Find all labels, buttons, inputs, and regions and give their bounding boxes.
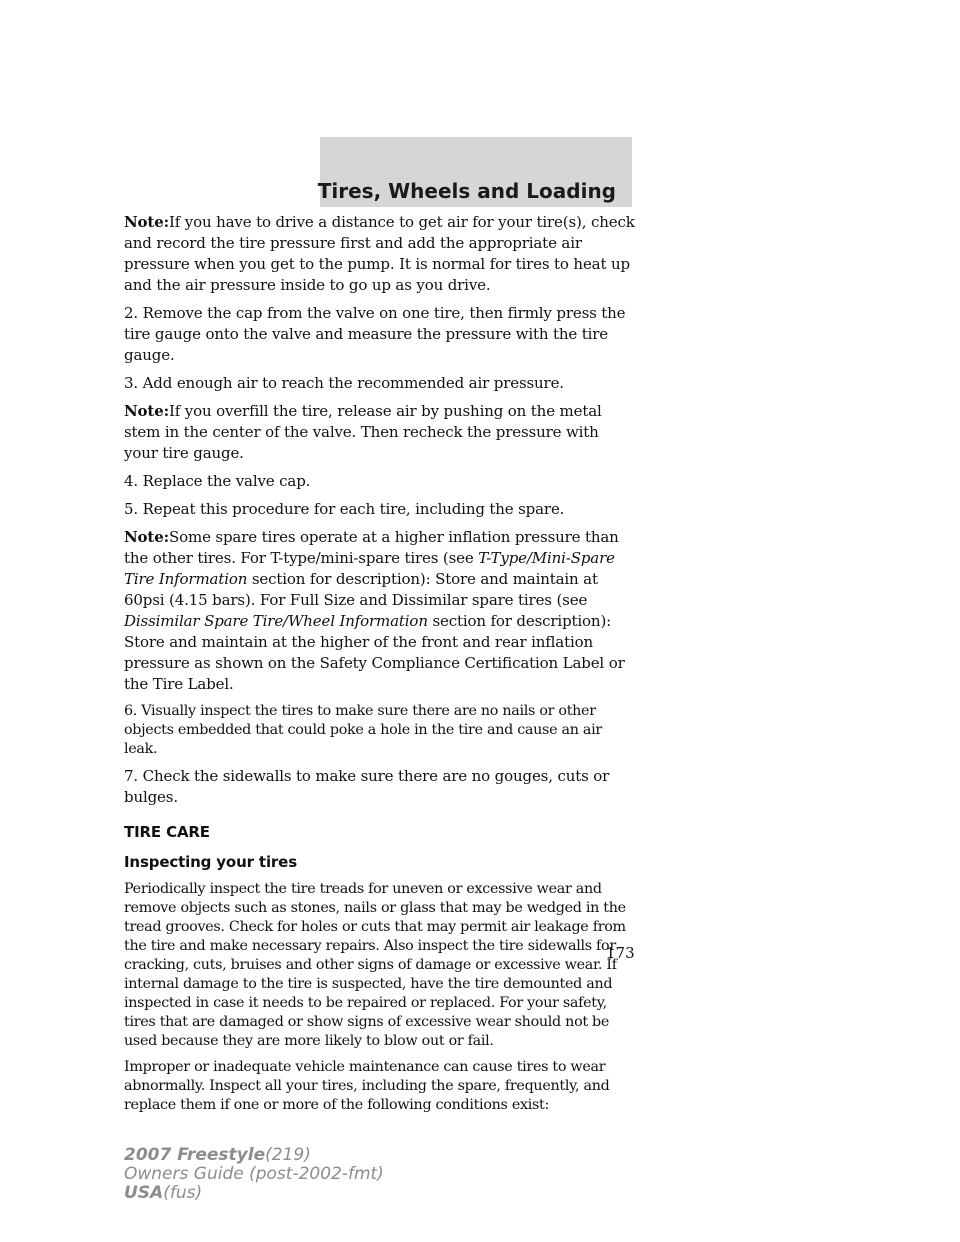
note-paragraph <box>124 527 636 695</box>
footer-code: (fus) <box>163 1183 203 1203</box>
footer-model: 2007 Freestyle <box>124 1145 266 1165</box>
section-reference: Dissimilar Spare Tire/Wheel Information <box>124 612 428 630</box>
note-label: Note: <box>124 528 169 546</box>
step-3: 3. Add enough air to reach the recommended air pressure. <box>124 374 564 392</box>
header-band <box>317 137 632 207</box>
subsection-heading: Inspecting your tires <box>124 853 297 871</box>
note-paragraph <box>124 212 636 296</box>
section-heading: TIRE CARE <box>124 823 210 841</box>
step-5: 5. Repeat this procedure for each tire, including the spare. <box>124 500 565 518</box>
footer-line <box>124 1184 384 1203</box>
step-2: 2. Remove the cap from the valve on one tire, then firmly press the tire gauge onto the valve and measure the pressure with the tire gauge. <box>124 304 626 364</box>
note-text: Some spare tires operate at a higher inflation pressure than the other tires. For T-type/mini-spare tires (see <box>124 528 619 567</box>
body-paragraph: Periodically inspect the tire treads for uneven or excessive wear and remove objects such as stones, nails or glass that may be wedged in the tread grooves. Check for holes or cuts that may permit air leakage from the tire and make necessary repairs. Also inspect the tire sidewalls for cracking, cuts, bruises and other signs of damage or excessive wear. If internal damage to the tire is suspected, have the tire demounted and inspected in case it needs to be repaired or replaced. For your safety, tires that are damaged or show signs of excessive wear should not be used because they are more likely to blow out or fail. <box>124 881 626 1049</box>
note-label: Note: <box>124 213 169 231</box>
footer-market: USA <box>124 1183 164 1203</box>
footer-line: Owners Guide (post-2002-fmt) <box>124 1164 384 1184</box>
note-text: If you overfill the tire, release air by pushing on the metal stem in the center of the valve. Then recheck the pressure with your tire gauge. <box>124 402 602 462</box>
page-content <box>124 212 636 1122</box>
step-7: 7. Check the sidewalls to make sure there are no gouges, cuts or bulges. <box>124 767 610 806</box>
step-4: 4. Replace the valve cap. <box>124 472 311 490</box>
note-text: section for description): Store and maintain at the higher of the front and rear inflation pressure as shown on the Safety Compliance Certification Label or the Tire Label. <box>124 612 625 693</box>
note-label: Note: <box>124 402 169 420</box>
body-paragraph: Improper or inadequate vehicle maintenance can cause tires to wear abnormally. Inspect all your tires, including the spare, frequently, and replace them if one or more of the following conditions exist: <box>124 1059 610 1113</box>
note-paragraph <box>124 401 636 464</box>
step-6: 6. Visually inspect the tires to make sure there are no nails or other objects embedded that could poke a hole in the tire and cause an air leak. <box>124 703 602 757</box>
note-text: If you have to drive a distance to get air for your tire(s), check and record the tire pressure first and add the appropriate air pressure when you get to the pump. It is normal for tires to heat up and the air pressure inside to go up as you drive. <box>124 213 635 294</box>
section-reference: T-Type/Mini-Spare Tire Information <box>124 549 615 588</box>
footer-line <box>124 1146 384 1165</box>
footer-code: (219) <box>265 1145 311 1165</box>
page-title: Tires, Wheels and Loading <box>317 179 616 203</box>
footer <box>124 1146 384 1203</box>
page-number: 173 <box>606 944 635 962</box>
note-text: section for description): Store and maintain at 60psi (4.15 bars). For Full Size and Dissimilar spare tires (see <box>124 570 598 609</box>
